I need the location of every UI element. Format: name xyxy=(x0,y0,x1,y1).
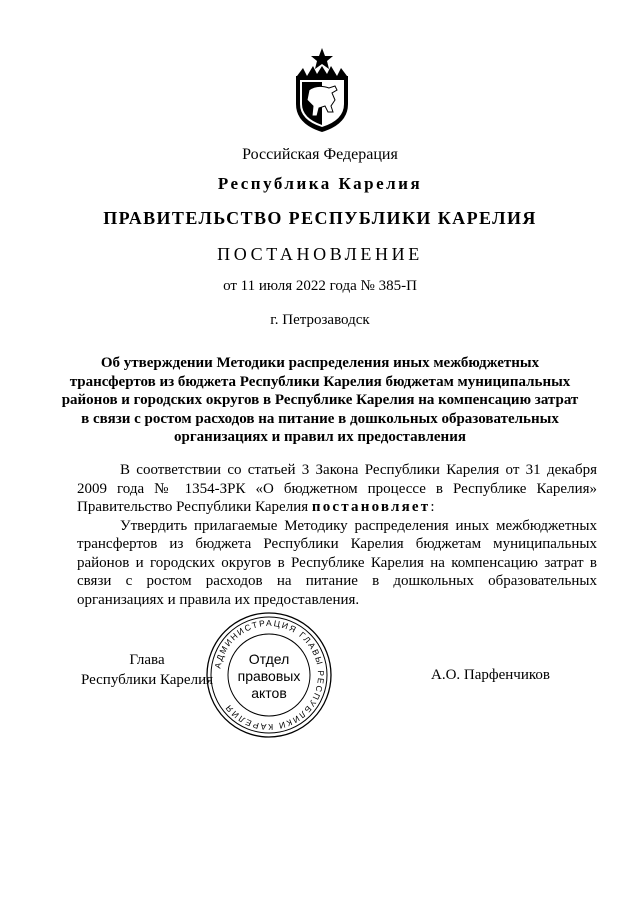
country-name: Российская Федерация xyxy=(242,146,398,163)
republic-name: Республика Карелия xyxy=(217,174,423,193)
document-body xyxy=(77,461,597,609)
legal-department-stamp xyxy=(204,610,334,740)
document-title: Об утверждении Методики распределения иных межбюджетных трансфертов из бюджета Республики Карелия бюджетам муниципальных районов и городских округов в Республике Карелия на компенсацию затрат в связи с ростом расходов на питание в дошкольных образовательных организациях и правил их предоставления xyxy=(61,355,579,445)
stamp-line1: Отдел xyxy=(248,651,290,667)
document-city: г. Петрозаводск xyxy=(270,312,370,328)
paragraph-basis xyxy=(77,461,597,517)
karelia-coat-of-arms-icon xyxy=(291,46,353,134)
paragraph-basis-text: В соответствии со статьей 3 Закона Республики Карелия от 31 декабря 2009 года № 1354-ЗРК «О бюджетном процессе в Республике Карелия» Правительство Республики Карелия xyxy=(77,462,597,515)
signatory-position-line1: Глава xyxy=(129,652,165,668)
signatory-position-line2: Республики Карелия xyxy=(80,672,214,688)
document-date-number: от 11 июля 2022 года № 385-П xyxy=(223,278,417,294)
paragraph-basis-end: : xyxy=(430,499,435,515)
stamp-ring-text: АДМИНИСТРАЦИЯ ГЛАВЫ РЕСПУБЛИКИ КАРЕЛИЯ xyxy=(212,617,327,733)
stamp-line3: актов xyxy=(251,685,287,701)
government-name: ПРАВИТЕЛЬСТВО РЕСПУБЛИКИ КАРЕЛИЯ xyxy=(103,208,537,228)
document-type: ПОСТАНОВЛЕНИЕ xyxy=(217,244,423,264)
signatory-position xyxy=(80,650,214,690)
paragraph-approve: Утвердить прилагаемые Методику распределения иных межбюджетных трансфертов из бюджета Республики Карелия бюджетам муниципальных районов и городских округов в Республике Карелия на компенсацию затрат в связи с ростом расходов на питание в дошкольных образовательных организациях и правила их предоставления. xyxy=(77,517,597,608)
stamp-line2: правовых xyxy=(237,668,301,684)
resolves-word: постановляет xyxy=(311,499,431,515)
signatory-name: А.О. Парфенчиков xyxy=(431,667,550,683)
